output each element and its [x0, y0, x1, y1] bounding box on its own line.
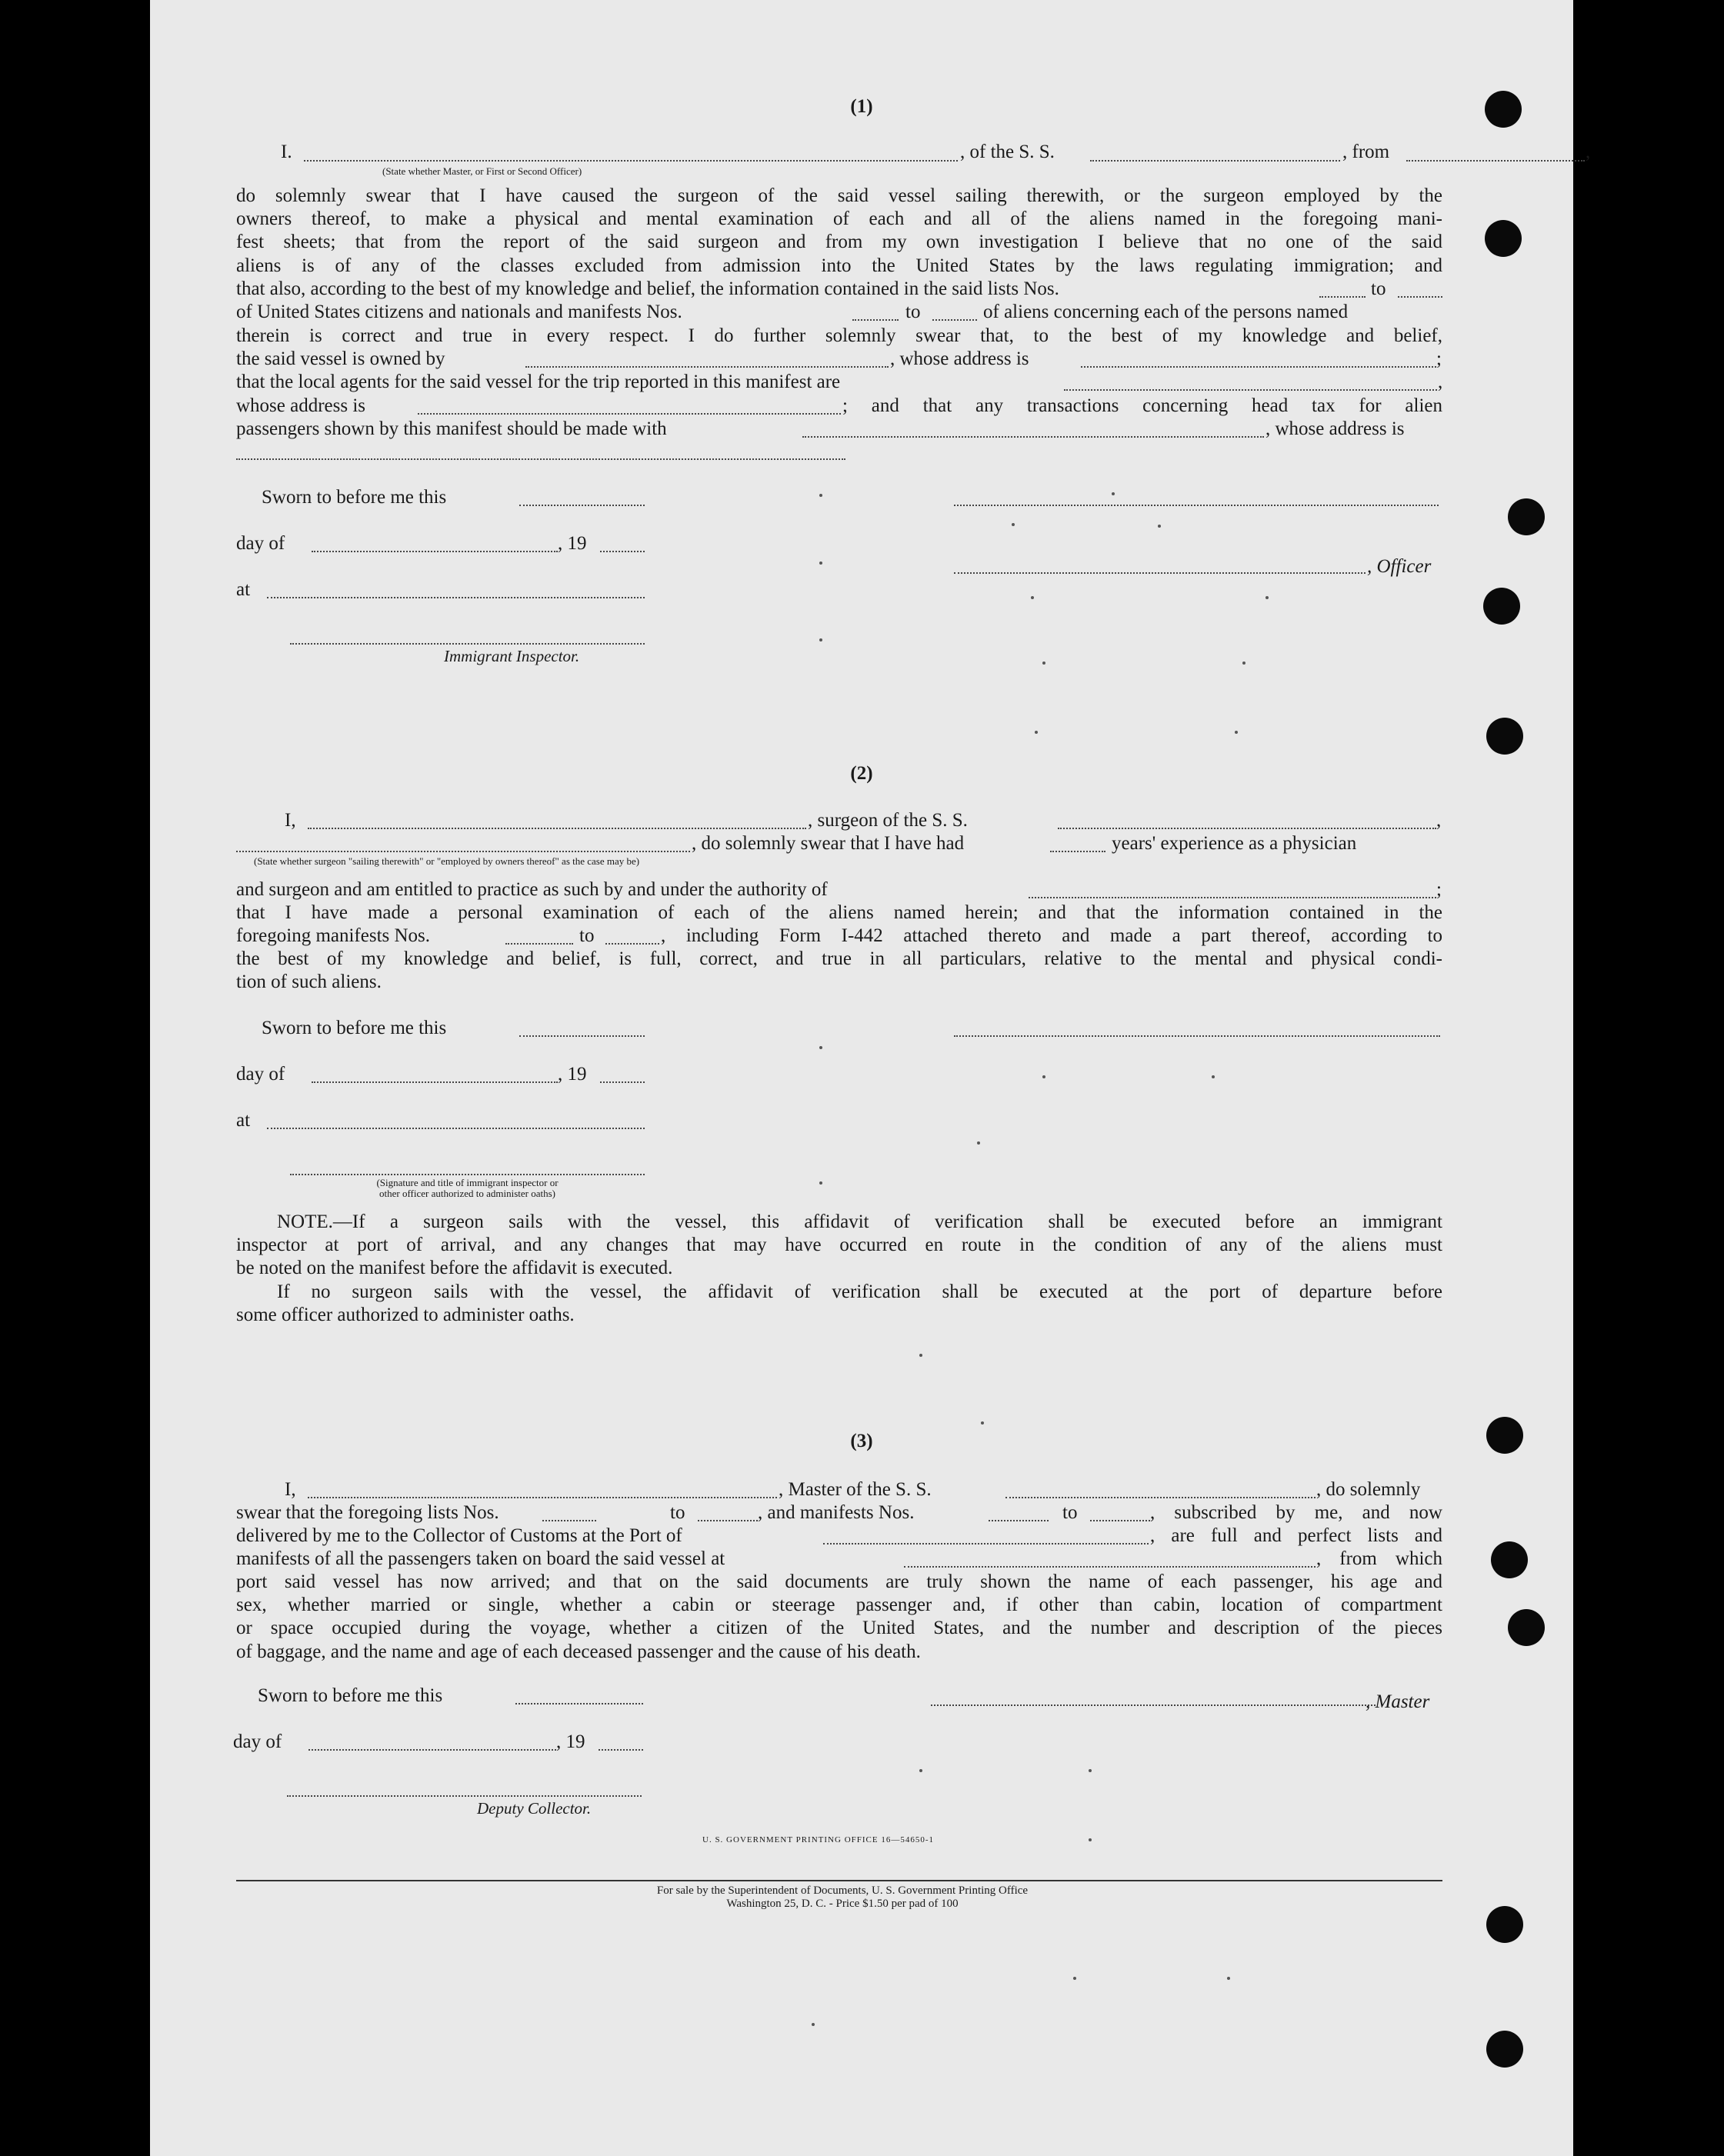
s1-at-place-field[interactable] — [267, 597, 645, 598]
punch-hole — [1486, 2031, 1523, 2068]
s3-manifests-text: , and manifests Nos. — [758, 1502, 915, 1523]
s3-master-signature-field[interactable] — [931, 1704, 1376, 1706]
footer-rule — [236, 1880, 1442, 1881]
s2-manifests-text: foregoing manifests Nos. — [236, 925, 431, 946]
s1-owner-address-label: , whose address is — [890, 348, 1029, 369]
s3-from-which-text: , from which — [1316, 1548, 1442, 1569]
scan-speck — [1035, 731, 1038, 734]
s1-owner-field[interactable] — [525, 366, 889, 368]
s1-body-paragraph: do solemnly swear that I have caused the surgeon of the said vessel sailing therewith, or the surgeon employed by the owners thereof, to make a physical and mental examination of each and all of the aliens named in the foregoing mani- fest sheets; that from the report of the said surgeon and from my own investigation I believe that no one of the said aliens is of any of the classes excluded from admission into the United States by the laws regulating immigration; and — [236, 185, 1442, 276]
s3-year-field[interactable] — [599, 1749, 643, 1751]
scan-speck — [819, 561, 822, 565]
scan-speck — [919, 1769, 922, 1772]
punch-hole — [1486, 1906, 1523, 1943]
s3-master-label: , Master — [1366, 1691, 1430, 1712]
s2-form-text: , including Form I-442 attached thereto and made a part thereof, according to — [661, 925, 1442, 946]
s1-head-tax-text: ; and that any transactions concerning head tax for alien — [842, 395, 1442, 416]
punch-hole — [1483, 588, 1520, 625]
s1-year-label: , 19 — [558, 533, 587, 554]
section-1-number: (1) — [850, 96, 873, 117]
s1-officer-signature-field[interactable] — [954, 572, 1366, 574]
s3-body-paragraph: port said vessel has now arrived; and that on the said documents are truly shown the name of each passenger, his age and sex, whether married or single, whether a cabin or steerage passenger and, if other than cabin, location of compartment or space occupied during the voyage, whether a citizen of the United States, and the number and description of the pieces of baggage, and the name and age of each deceased passenger and the cause of his death. — [236, 1571, 1442, 1662]
scan-speck — [1235, 731, 1238, 734]
s3-lists-text: swear that the foregoing lists Nos. — [236, 1502, 499, 1523]
s1-year-field[interactable] — [600, 551, 645, 552]
s1-therein-text: therein is correct and true in every respect. I do further solemnly swear that, to the best of my knowledge and belief, — [236, 325, 1442, 346]
s2-at-label: at — [236, 1110, 251, 1131]
s2-manifests-to-field[interactable] — [605, 943, 659, 945]
scan-speck — [1242, 661, 1245, 665]
s2-authority-field[interactable] — [1029, 897, 1436, 898]
section-2-number: (2) — [850, 763, 873, 784]
s2-month-field[interactable] — [312, 1081, 558, 1083]
s3-ss-label: , Master of the S. S. — [779, 1479, 932, 1500]
s2-manifests-from-field[interactable] — [505, 943, 573, 945]
punch-hole — [1485, 91, 1522, 128]
s3-sworn-label: Sworn to before me this — [258, 1685, 443, 1706]
scan-speck — [1265, 596, 1269, 599]
s3-delivered-text: delivered by me to the Collector of Customs at the Port of — [236, 1525, 682, 1546]
scan-speck — [1042, 1075, 1045, 1078]
s2-signature-field[interactable] — [954, 1035, 1440, 1037]
s3-solemnly-text: , do solemnly — [1316, 1479, 1421, 1500]
punch-hole — [1486, 1417, 1523, 1454]
s3-manifests-to-field[interactable] — [1090, 1520, 1150, 1521]
s1-at-label: at — [236, 579, 251, 600]
s1-citizens-text: of United States citizens and nationals and manifests Nos. — [236, 302, 682, 322]
scan-speck — [819, 1181, 822, 1185]
scan-speck — [819, 1046, 822, 1049]
scan-speck — [1089, 1838, 1092, 1841]
s2-authority-semicolon: ; — [1436, 879, 1442, 900]
s2-note-paragraph: NOTE.—If a surgeon sails with the vessel, this affidavit of verification shall be executed before an immigrant inspector at port of arrival, and any changes that may have occurred en route in the condition of any of the aliens must be noted on the manifest before the affidavit is executed. If no surgeon sails with the vessel, the affidavit of verification shall be executed at the port of departure before some officer authorized to administer oaths. — [236, 1211, 1442, 1325]
s1-inspector-label: Immigrant Inspector. — [444, 647, 580, 665]
s1-lists-nos-text: that also, according to the best of my knowledge and belief, the information contained in the said lists Nos. — [236, 278, 1059, 299]
s1-manifests-to-field[interactable] — [932, 319, 977, 321]
s1-master-note: (State whether Master, or First or Second Officer) — [382, 165, 582, 177]
s3-lists-from-field[interactable] — [542, 1520, 596, 1521]
scan-speck — [819, 494, 822, 497]
scan-speck — [1042, 661, 1045, 665]
s1-vessel-name-field[interactable] — [1090, 160, 1340, 162]
s1-agents-field[interactable] — [1064, 389, 1437, 391]
punch-hole — [1508, 498, 1545, 535]
punch-hole — [1485, 220, 1522, 257]
punch-hole — [1508, 1609, 1545, 1646]
s2-belief-text: the best of my knowledge and belief, is full, correct, and true in all particulars, relative to the mental and physical condi- — [236, 948, 1442, 969]
s2-vessel-name-field[interactable] — [1058, 828, 1436, 829]
s2-surgeon-note: (State whether surgeon "sailing therewith" or "employed by owners thereof" as the case may be) — [254, 855, 640, 867]
s1-owned-text: the said vessel is owned by — [236, 348, 445, 369]
s1-aliens-text: of aliens concerning each of the persons named — [983, 302, 1349, 322]
s2-i-label: I, — [285, 810, 296, 831]
s2-sworn-day-field[interactable] — [519, 1035, 645, 1037]
s3-manifests-from-field[interactable] — [989, 1520, 1049, 1521]
s1-i-label: I. — [281, 142, 292, 162]
s1-officer-label: , Officer — [1367, 556, 1432, 577]
scan-speck — [1227, 1977, 1230, 1980]
s3-i-label: I, — [285, 1479, 296, 1500]
s1-from-port-field[interactable] — [1406, 160, 1585, 162]
s1-comma: , — [1586, 142, 1591, 162]
s3-vessel-name-field[interactable] — [1005, 1497, 1316, 1498]
s2-note-label: NOTE. — [277, 1211, 333, 1232]
s2-examination-text: that I have made a personal examination of each of the aliens named herein; and that the information contained in the — [236, 902, 1442, 923]
s2-manifests-to: to — [579, 925, 595, 946]
scan-speck — [812, 2023, 815, 2026]
scan-speck — [1073, 1977, 1076, 1980]
s1-semicolon: ; — [1436, 348, 1442, 369]
scan-speck — [1012, 523, 1015, 526]
section-3-number: (3) — [850, 1431, 873, 1451]
s2-at-place-field[interactable] — [267, 1128, 645, 1129]
s1-sworn-day-field[interactable] — [519, 505, 645, 506]
s2-aliens-text: tion of such aliens. — [236, 971, 382, 992]
s2-signature-note-2: other officer authorized to administer oaths) — [379, 1188, 555, 1199]
sale-line-1: For sale by the Superintendent of Documents, U. S. Government Printing Office — [656, 1884, 1029, 1897]
s1-whose-address-label: , whose address is — [1265, 418, 1405, 439]
s2-signature-note-1: (Signature and title of immigrant inspector or — [376, 1177, 559, 1188]
s1-passengers-text: passengers shown by this manifest should be made with — [236, 418, 667, 439]
s1-head-tax-agent-field[interactable] — [802, 436, 1264, 438]
s1-officer-name-field[interactable] — [304, 160, 958, 162]
scan-speck — [1212, 1075, 1215, 1078]
s1-signature-field[interactable] — [954, 505, 1439, 506]
form-sheet — [150, 0, 1591, 2156]
s2-year-field[interactable] — [600, 1081, 645, 1083]
sale-line-2: Washington 25, D. C. - Price $1.50 per pad of 100 — [726, 1898, 959, 1910]
s2-years-text: years' experience as a physician — [1112, 833, 1357, 854]
s2-sworn-label: Sworn to before me this — [262, 1018, 447, 1038]
s1-ss-label: , of the S. S. — [960, 142, 1055, 162]
s3-lists-to-field[interactable] — [698, 1520, 758, 1521]
s2-years-field[interactable] — [1050, 851, 1105, 852]
s1-owner-address-field[interactable] — [1081, 366, 1436, 368]
scan-speck — [1112, 492, 1115, 495]
s1-from-label: , from — [1342, 142, 1390, 162]
s2-comma: , — [1436, 810, 1442, 831]
scan-speck — [919, 1354, 922, 1357]
s1-agents-comma: , — [1438, 372, 1443, 392]
gpo-imprint: U. S. GOVERNMENT PRINTING OFFICE 16—54650-1 — [702, 1835, 935, 1844]
s3-manifests-to: to — [1062, 1502, 1078, 1523]
s1-lists-to-field[interactable] — [1398, 296, 1442, 298]
s1-lists-to: to — [1371, 278, 1386, 299]
s2-year-label: , 19 — [558, 1064, 587, 1085]
s3-lists-to: to — [670, 1502, 685, 1523]
punch-hole — [1491, 1541, 1528, 1578]
s3-board-text: manifests of all the passengers taken on board the said vessel at — [236, 1548, 725, 1569]
s3-port-field[interactable] — [823, 1543, 1149, 1545]
s3-perfect-text: , are full and perfect lists and — [1150, 1525, 1442, 1546]
s2-surgeon-status-field[interactable] — [236, 851, 690, 852]
s3-month-field[interactable] — [308, 1749, 556, 1751]
s3-year-label: , 19 — [556, 1731, 585, 1752]
scan-speck — [1089, 1769, 1092, 1772]
s2-day-of-label: day of — [236, 1064, 285, 1085]
s1-whose-text: whose address is — [236, 395, 366, 416]
s3-master-name-field[interactable] — [308, 1497, 777, 1498]
s1-manifests-to: to — [905, 302, 921, 322]
s1-month-field[interactable] — [312, 551, 558, 552]
scan-speck — [981, 1421, 984, 1425]
s2-ss-label: , surgeon of the S. S. — [808, 810, 968, 831]
scan-speck — [1158, 525, 1161, 528]
s1-head-tax-address-field[interactable] — [236, 458, 845, 460]
punch-hole — [1486, 718, 1523, 755]
s2-authority-text: and surgeon and am entitled to practice as such by and under the authority of — [236, 879, 828, 900]
s2-swear-text: , do solemnly swear that I have had — [692, 833, 965, 854]
s3-deputy-label: Deputy Collector. — [477, 1799, 592, 1818]
s2-inspector-signature-field[interactable] — [290, 1174, 645, 1175]
s3-subscribed-text: , subscribed by me, and now — [1150, 1502, 1442, 1523]
s1-agents-text: that the local agents for the said vessel for the trip reported in this manifest are — [236, 372, 841, 392]
s3-sworn-day-field[interactable] — [515, 1703, 643, 1704]
scan-speck — [1031, 596, 1034, 599]
scan-speck — [819, 638, 822, 641]
scan-speck — [977, 1141, 980, 1145]
s1-lists-from-field[interactable] — [1319, 296, 1366, 298]
s1-sworn-label: Sworn to before me this — [262, 487, 447, 508]
s3-day-of-label: day of — [233, 1731, 282, 1752]
s1-agents-address-field[interactable] — [418, 413, 841, 415]
s2-surgeon-name-field[interactable] — [308, 828, 806, 829]
s3-board-port-field[interactable] — [904, 1566, 1316, 1568]
s1-day-of-label: day of — [236, 533, 285, 554]
s1-manifests-from-field[interactable] — [852, 319, 899, 321]
